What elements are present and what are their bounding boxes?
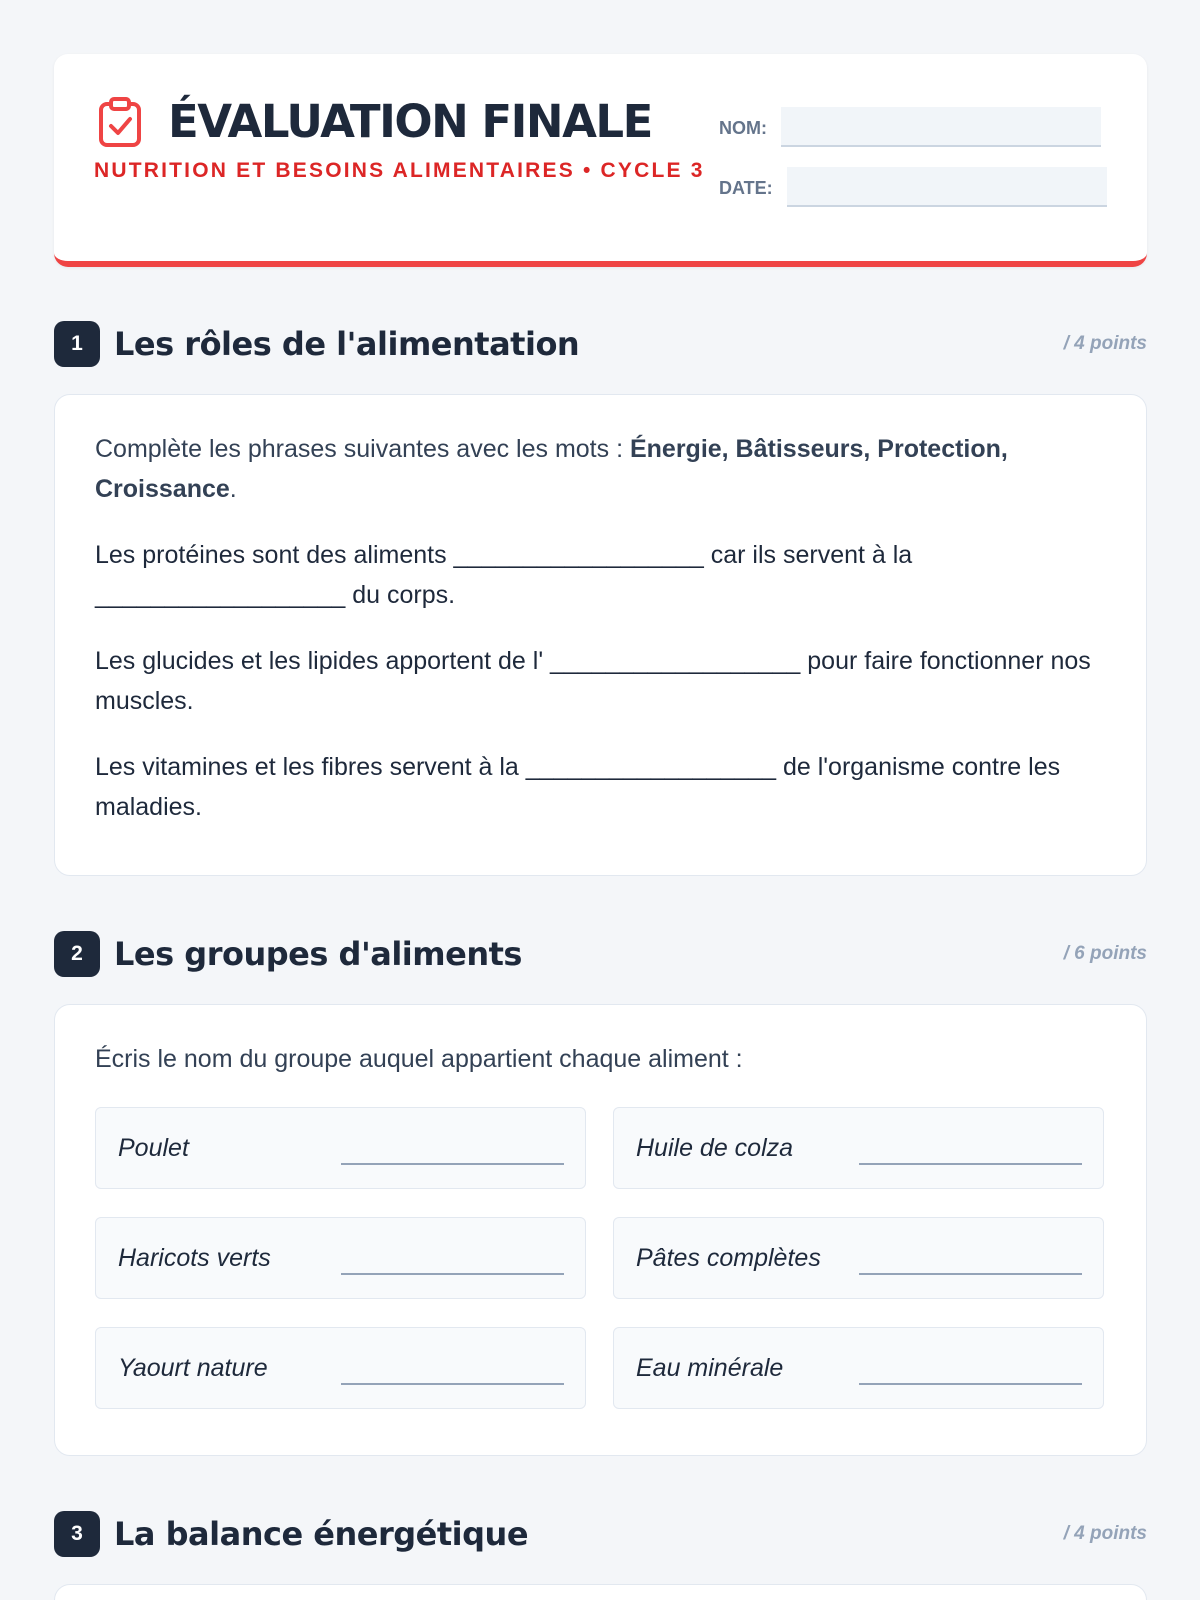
food-item [613, 1327, 1104, 1409]
food-name: Yaourt nature [118, 1353, 268, 1382]
section-title: Les rôles de l'alimentation [114, 325, 580, 363]
section-1-heading [54, 320, 1147, 368]
section-points: / 6 points [1063, 943, 1147, 964]
section-title: Les groupes d'aliments [114, 935, 522, 973]
food-item [95, 1107, 586, 1189]
section-number-badge: 2 [54, 931, 100, 977]
food-group-answer-input[interactable] [341, 1141, 564, 1165]
section-2-heading [54, 930, 1147, 978]
food-group-answer-input[interactable] [341, 1361, 564, 1385]
section-3-card [54, 1584, 1147, 1600]
fill-in-sentence[interactable]: Les protéines sont des aliments __________________ car ils servent à la __________________ du corps. [95, 541, 913, 609]
date-input[interactable] [787, 167, 1107, 207]
name-field-group [719, 107, 1101, 147]
section-1-instruction [95, 429, 1106, 509]
section-title: La balance énergétique [114, 1515, 529, 1553]
food-group-answer-input[interactable] [859, 1251, 1082, 1275]
name-label: NOM: [719, 118, 767, 138]
instruction-text: Complète les phrases suivantes avec les mots : [95, 435, 630, 463]
food-item [613, 1107, 1104, 1189]
food-name: Pâtes complètes [636, 1243, 821, 1272]
name-input[interactable] [781, 107, 1101, 147]
food-name: Eau minérale [636, 1353, 784, 1382]
food-item [95, 1217, 586, 1299]
food-name: Haricots verts [118, 1243, 271, 1272]
food-group-answer-input[interactable] [859, 1141, 1082, 1165]
food-item [95, 1327, 586, 1409]
food-name: Huile de colza [636, 1133, 794, 1162]
food-group-answer-input[interactable] [859, 1361, 1082, 1385]
food-group-answer-input[interactable] [341, 1251, 564, 1275]
page-title: ÉVALUATION FINALE [168, 95, 652, 148]
date-field-group [719, 167, 1107, 207]
header-card [54, 54, 1147, 267]
date-label: DATE: [719, 178, 773, 198]
section-2-instruction: Écris le nom du groupe auquel appartient chaque aliment : [95, 1045, 743, 1073]
section-1-card [54, 394, 1147, 876]
section-3-heading [54, 1510, 1147, 1558]
section-points: / 4 points [1063, 333, 1147, 354]
clipboard-check-icon [98, 96, 142, 148]
instruction-word-list: Énergie, Bâtisseurs, Protection, Croissance [95, 435, 1008, 503]
instruction-suffix: . [229, 475, 237, 503]
food-name: Poulet [118, 1133, 189, 1162]
title-row [98, 94, 652, 150]
evaluation-page [54, 54, 1147, 1553]
section-points: / 4 points [1063, 1523, 1147, 1544]
food-item [613, 1217, 1104, 1299]
page-subtitle: NUTRITION ET BESOINS ALIMENTAIRES • CYCLE 3 [94, 159, 705, 182]
fill-in-sentence[interactable]: Les vitamines et les fibres servent à la __________________ de l'organisme contre les maladies. [95, 753, 1061, 821]
fill-in-sentence[interactable]: Les glucides et les lipides apportent de l' __________________ pour faire fonctionner nos muscles. [95, 647, 1091, 715]
food-grid [95, 1107, 1106, 1409]
section-number-badge: 1 [54, 321, 100, 367]
section-number-badge: 3 [54, 1511, 100, 1557]
section-2-card [54, 1004, 1147, 1456]
